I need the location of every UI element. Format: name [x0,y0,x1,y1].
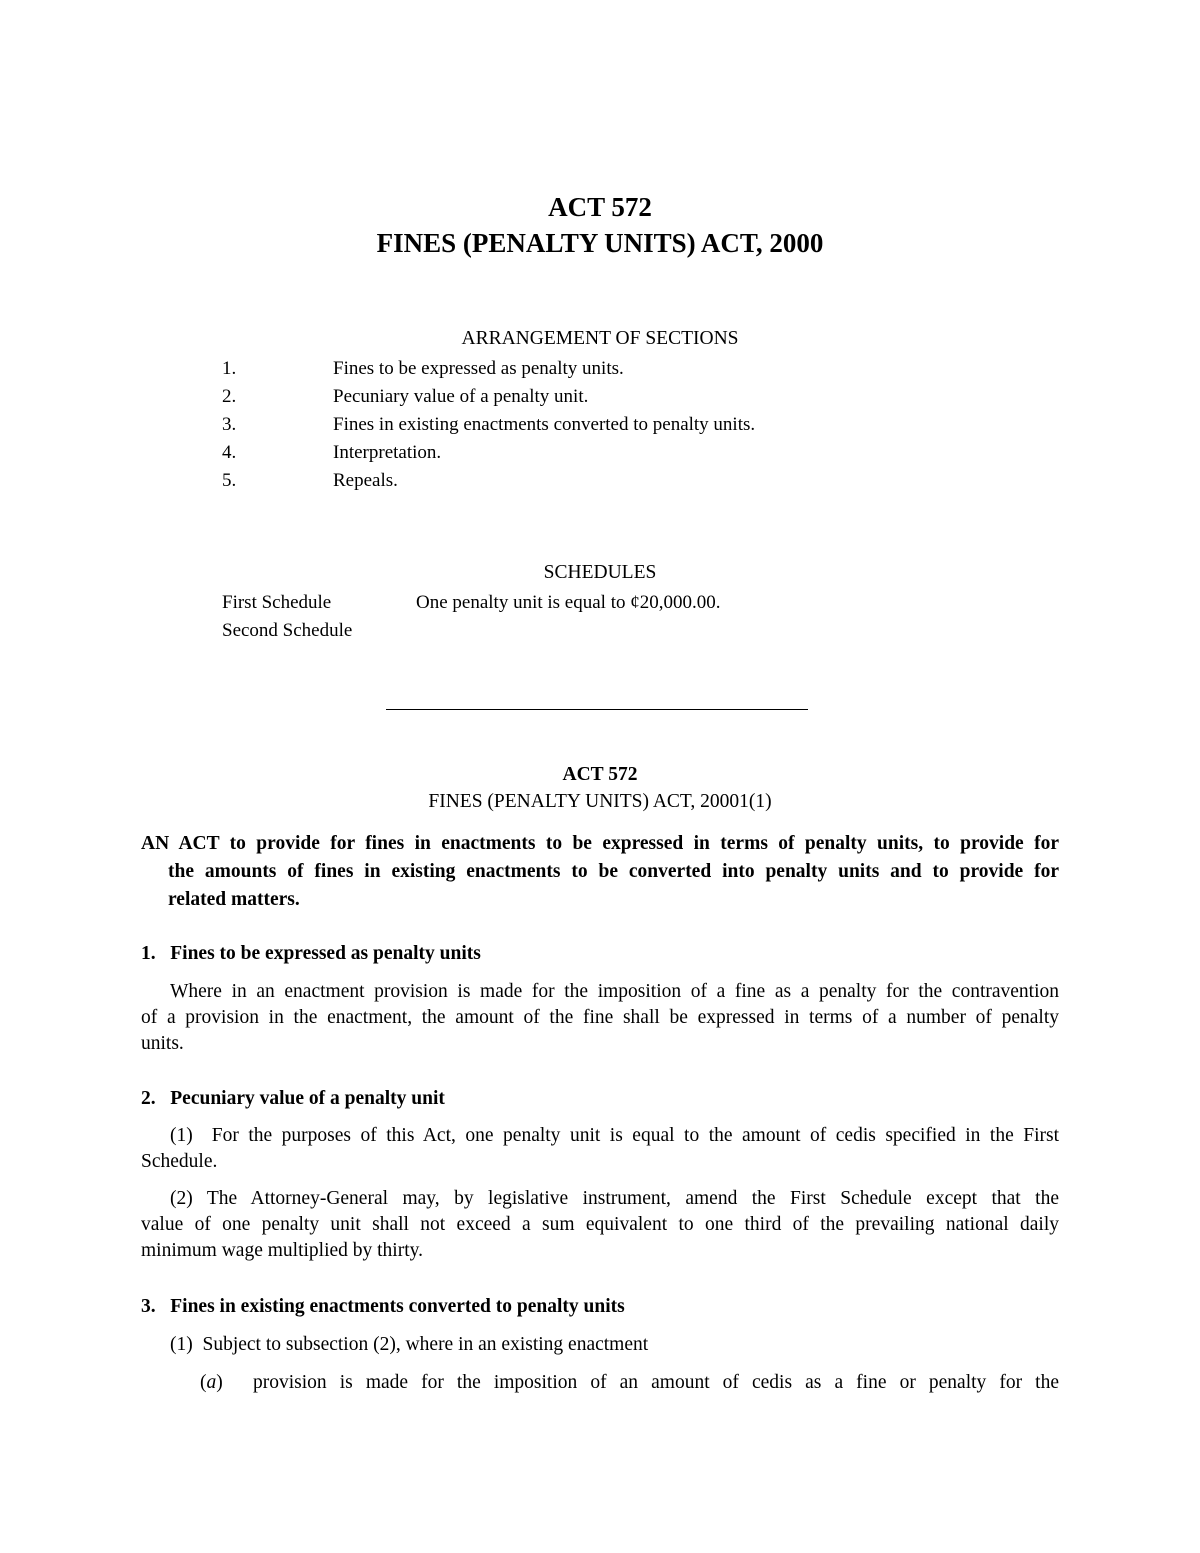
body-line: (1) Subject to subsection (2), where in an existing enactment [170,1334,649,1355]
paragraph-label: (a) [200,1372,223,1393]
arrangement-item: Interpretation. [333,442,442,463]
body-line: Where in an enactment provision is made for the imposition of a fine as a penalty for the contravention [170,981,1059,1002]
body-line: value of one penalty unit shall not exceed a sum equivalent to one third of the prevailing national daily [141,1214,1059,1235]
section-divider [386,709,808,710]
arrangement-num: 3. [222,414,237,435]
first-schedule-text: One penalty unit is equal to ¢20,000.00. [416,592,721,613]
first-schedule-label: First Schedule [222,592,332,613]
body-line: Schedule. [141,1151,218,1172]
second-schedule-label: Second Schedule [222,620,353,641]
arrangement-item: Pecuniary value of a penalty unit. [333,386,589,407]
body-act-number: ACT 572 [562,764,638,785]
body-line: of a provision in the enactment, the amount of the fine shall be expressed in terms of a number of penalty [141,1007,1059,1028]
section-heading: 3. Fines in existing enactments converted to penalty units [141,1296,625,1317]
body-line: (1) For the purposes of this Act, one penalty unit is equal to the amount of cedis specified in the First [170,1125,1059,1146]
section-heading: 1. Fines to be expressed as penalty units [141,943,481,964]
body-line: minimum wage multiplied by thirty. [141,1240,423,1261]
body-line: (2) The Attorney-General may, by legislative instrument, amend the First Schedule except that the [170,1188,1059,1209]
long-title-line: the amounts of fines in existing enactments to be converted into penalty units and to provide for [168,861,1059,882]
long-title-line: AN ACT to provide for fines in enactments to be expressed in terms of penalty units, to provide for [141,833,1059,854]
arrangement-item: Fines to be expressed as penalty units. [333,358,624,379]
arrangement-num: 1. [222,358,237,379]
arrangement-num: 4. [222,442,237,463]
arrangement-num: 2. [222,386,237,407]
body-line: units. [141,1033,184,1054]
arrangement-heading: ARRANGEMENT OF SECTIONS [461,328,739,349]
act-title: FINES (PENALTY UNITS) ACT, 2000 [376,228,824,258]
paragraph-letter: a [206,1372,217,1393]
body-act-title: FINES (PENALTY UNITS) ACT, 20001(1) [428,791,772,812]
arrangement-num: 5. [222,470,237,491]
body-line: provision is made for the imposition of an amount of cedis as a fine or penalty for the [253,1372,1059,1393]
long-title-line: related matters. [168,889,300,910]
section-heading: 2. Pecuniary value of a penalty unit [141,1088,445,1109]
act-number: ACT 572 [548,192,652,222]
arrangement-item: Fines in existing enactments converted to penalty units. [333,414,756,435]
schedules-heading: SCHEDULES [543,562,657,583]
arrangement-item: Repeals. [333,470,398,491]
